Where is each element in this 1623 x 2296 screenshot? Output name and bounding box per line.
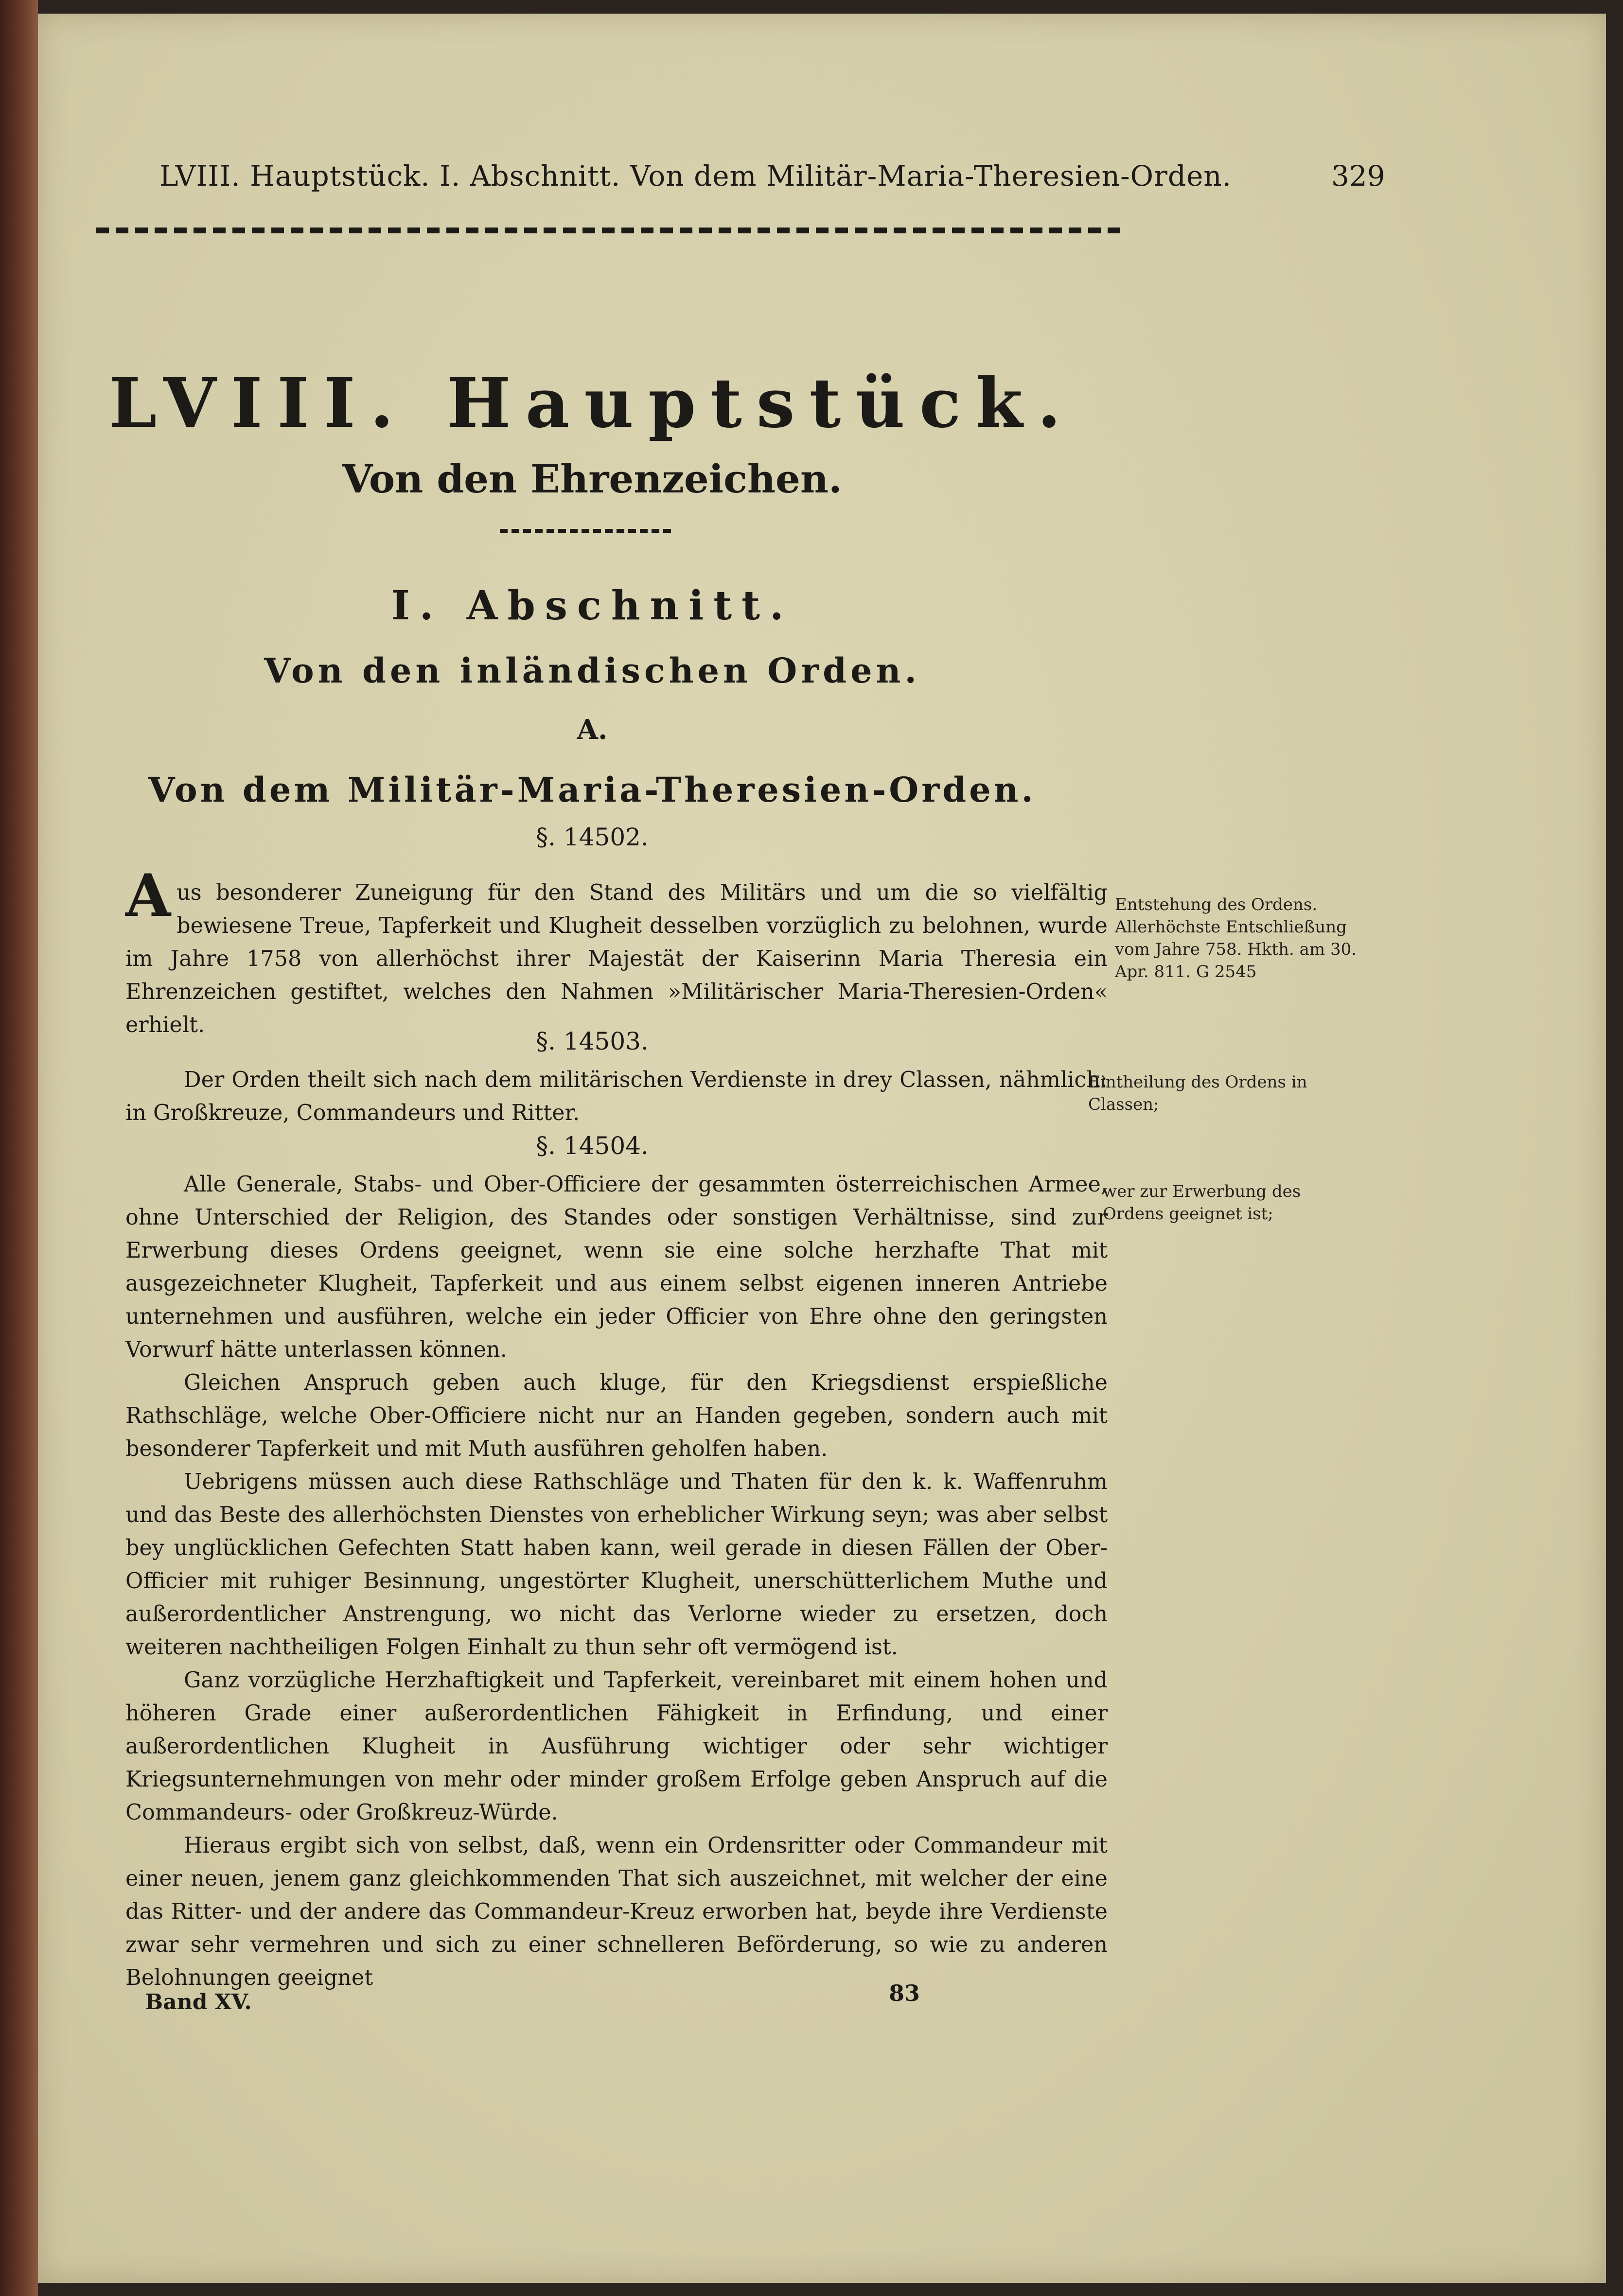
paragraph-number: §. 14503.	[536, 1027, 649, 1055]
running-header: LVIII. Hauptstück. I. Abschnitt. Von dem Militär-Maria-Theresien-Orden.	[159, 159, 1232, 193]
ornamental-rule	[500, 529, 675, 533]
margin-note-eligibility: wer zur Erwerbung des Ordens geeignet ist;	[1103, 1182, 1301, 1224]
paragraph-text: Ganz vorzügliche Herzhaftigkeit und Tapferkeit, vereinbaret mit einem hohen und höheren Grade einer außerordentlichen Fähigkeit in Erfindung, und einer außerordentlichen Klugheit in Ausführung wichtiger oder sehr wichtiger Kriegsunternehmungen von mehr oder minder großem Erfolge geben Anspruch auf die Commandeurs- oder Großkreuz-Würde.	[125, 1668, 1108, 1825]
paragraph-text: Alle Generale, Stabs- und Ober-Officiere der gesammten österreichischen Armee, ohne Unterschied der Religion, des Standes oder sonstigen Verhältnisse, sind zur Erwerbung dieses Ordens geeignet, wenn sie eine solche herzhafte That mit ausgezeichneter Klugheit, Tapferkeit und aus einem selbst eigenen inneren Antriebe unternehmen und ausführen, welche ein jeder Officier von Ehre ohne den geringsten Vorwurf hätte unterlassen können.	[125, 1172, 1108, 1362]
margin-note-classes: Eintheilung des Ordens in Classen;	[1088, 1072, 1307, 1114]
subsection-letter: A.	[577, 714, 608, 746]
book-spine	[0, 0, 38, 2296]
page-number: 329	[1331, 159, 1385, 193]
paragraph-text: Hieraus ergibt sich von selbst, daß, wenn ein Ordensritter oder Commandeur mit einer neuen, jenem ganz gleichkommenden That sich auszeichnet, mit welcher der eine das Ritter- und der andere das Commandeur-Kreuz erworben hat, beyde ihre Verdienste zwar sehr vermehren und sich zu einer schnelleren Beförderung, so wie zu anderen Belohnungen geeignet	[125, 1833, 1108, 1990]
volume-label: Band XV.	[145, 1990, 252, 2015]
paragraph-14502	[125, 861, 1108, 1042]
paragraph-text: Gleichen Anspruch geben auch kluge, für den Kriegsdienst erspießliche Rathschläge, welche Ober-Officiere nicht nur an Handen gegeben, sondern auch mit besonderer Tapferkeit und mit Muth ausführen geholfen haben.	[125, 1370, 1108, 1461]
paragraph-number: §. 14502.	[536, 823, 649, 851]
subsection-title: Von dem Militär-Maria-Theresien-Orden.	[148, 770, 1036, 810]
chapter-subtitle: Von den Ehrenzeichen.	[342, 456, 842, 502]
book-page	[38, 14, 1606, 2283]
header-rule	[96, 228, 1122, 233]
paragraph-14504	[125, 1168, 1108, 1995]
chapter-heading: LVIII. Hauptstück.	[109, 364, 1076, 443]
paragraph-14503	[125, 1064, 1108, 1130]
section-title: Von den inländischen Orden.	[264, 650, 920, 691]
paragraph-number: §. 14504.	[536, 1132, 649, 1160]
signature-mark: 83	[889, 1980, 920, 2006]
drop-cap: A	[125, 861, 171, 930]
paragraph-text: Der Orden theilt sich nach dem militärischen Verdienste in drey Classen, nähmlich: in Großkreuze, Commandeurs und Ritter.	[125, 1068, 1108, 1125]
section-heading: I. Abschnitt.	[391, 582, 794, 629]
paragraph-text: us besonderer Zuneigung für den Stand des Militärs und um die so vielfältig bewiesene Treue, Tapferkeit und Klugheit desselben vorzüglich zu belohnen, wurde im Jahre 1758 von allerhöchst ihrer Majestät der Kaiserinn Maria Theresia ein Ehrenzeichen gestiftet, welches den Nahmen »Militärischer Maria-Theresien-Orden« erhielt.	[125, 880, 1108, 1037]
margin-note-origin: Entstehung des Ordens. Allerhöchste Entschließung vom Jahre 758. Hkth. am 30. Apr. 811. G 2545	[1115, 895, 1357, 981]
paragraph-text: Uebrigens müssen auch diese Rathschläge und Thaten für den k. k. Waffenruhm und das Beste des allerhöchsten Dienstes von erheblicher Wirkung seyn; was aber selbst bey unglücklichen Gefechten Statt haben kann, weil gerade in diesen Fällen der Ober-Officier mit ruhiger Besinnung, ungestörter Klugheit, unerschütterlichem Muthe und außerordentlicher Anstrengung, wo nicht das Verlorne wieder zu ersetzen, doch weiteren nachtheiligen Folgen Einhalt zu thun sehr oft vermögend ist.	[125, 1470, 1108, 1660]
